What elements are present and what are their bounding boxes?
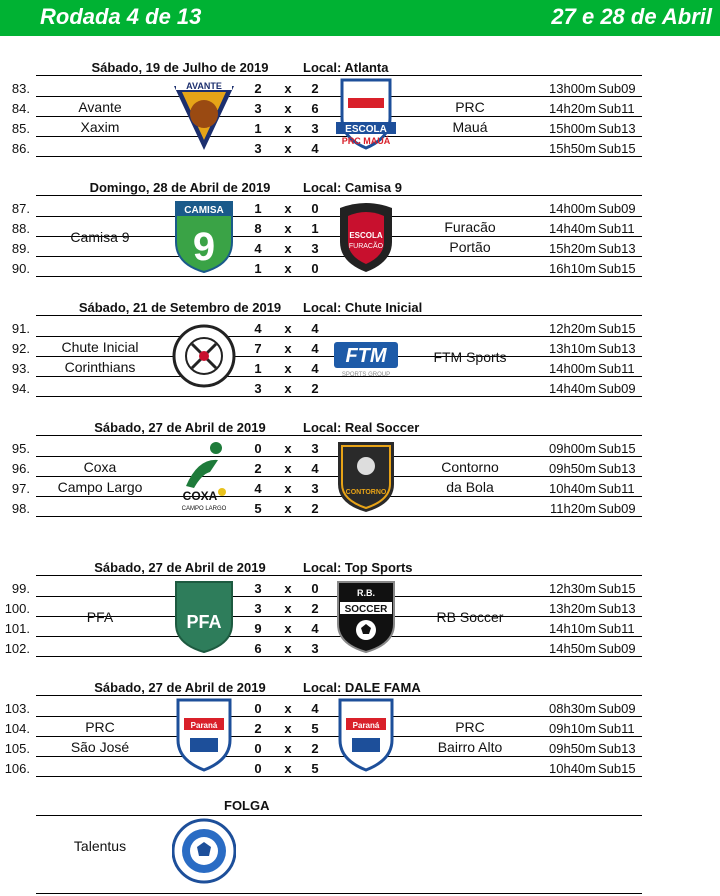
home-score: 5 [254,501,262,516]
match-location: Local: DALE FAMA [303,680,421,695]
away-score: 4 [311,461,319,476]
game-number: 103. [4,701,30,716]
home-team-line2: Corinthians [64,359,136,375]
svg-text:FTM: FTM [345,345,387,367]
home-team-line1: PFA [86,609,114,625]
home-score: 2 [254,721,262,736]
row-divider [36,396,642,397]
away-score: 2 [311,741,319,756]
versus-mark: x [284,701,292,716]
home-score: 9 [254,621,262,636]
away-team [410,217,530,257]
game-number: 100. [4,601,30,616]
game-category: Sub15 [598,761,636,776]
svg-text:SOCCER: SOCCER [344,604,388,615]
versus-mark: x [284,241,292,256]
game-number: 89. [11,241,30,256]
match-block [0,418,720,518]
versus-mark: x [284,741,292,756]
svg-text:ESCOLA: ESCOLA [345,124,387,135]
game-time: 13h00m [549,81,596,96]
game-category: Sub13 [598,341,636,356]
game-category: Sub15 [598,581,636,596]
round-dates: 27 e 28 de Abril [551,4,712,29]
game-number: 90. [11,261,30,276]
versus-mark: x [284,201,292,216]
versus-mark: x [284,141,292,156]
home-team-line1: Camisa 9 [70,229,130,245]
home-team [40,457,160,497]
match-block [0,298,720,398]
game-number: 98. [11,501,30,516]
game-number: 106. [4,761,30,776]
round-title: Rodada 4 de 13 [40,4,202,29]
folga-divider [36,815,642,816]
versus-mark: x [284,321,292,336]
home-score: 3 [254,101,262,116]
away-team-line1: PRC [455,99,485,115]
match-date: Sábado, 21 de Setembro de 2019 [78,300,282,315]
match-date: Sábado, 19 de Julho de 2019 [91,60,269,75]
header-divider [36,435,642,436]
away-score: 4 [311,321,319,336]
match-block [0,558,720,658]
away-team-line2: da Bola [446,479,494,495]
game-time: 14h10m [549,621,596,636]
game-time: 08h30m [549,701,596,716]
game-time: 13h10m [549,341,596,356]
game-number: 102. [4,641,30,656]
svg-text:PRC MAUÁ: PRC MAUÁ [341,136,391,146]
game-time: 10h40m [549,481,596,496]
match-location: Local: Top Sports [303,560,413,575]
header-divider [36,75,642,76]
away-score: 1 [311,221,319,236]
game-time: 09h10m [549,721,596,736]
game-category: Sub09 [598,201,636,216]
game-category: Sub09 [598,81,636,96]
game-time: 12h30m [549,581,596,596]
home-score: 2 [254,81,262,96]
away-score: 4 [311,621,319,636]
away-score: 4 [311,341,319,356]
home-score: 6 [254,641,262,656]
game-number: 94. [11,381,30,396]
home-score: 1 [254,261,262,276]
game-time: 14h50m [549,641,596,656]
versus-mark: x [284,221,292,236]
home-score: 4 [254,321,262,336]
game-time: 14h00m [549,201,596,216]
match-block [0,678,720,778]
away-score: 0 [311,581,319,596]
versus-mark: x [284,721,292,736]
away-team-line1: Furacão [444,219,496,235]
home-team-line1: Coxa [83,459,117,475]
away-team [410,347,530,367]
header-divider [36,315,642,316]
home-team-line1: Chute Inicial [61,339,139,355]
versus-mark: x [284,481,292,496]
game-time: 09h50m [549,741,596,756]
match-date: Domingo, 28 de Abril de 2019 [89,180,271,195]
away-score: 4 [311,361,319,376]
versus-mark: x [284,501,292,516]
row-divider [36,776,642,777]
home-team-line2: Xaxim [80,119,120,135]
home-team [40,607,160,627]
away-team-line2: Mauá [452,119,488,135]
game-number: 101. [4,621,30,636]
home-score: 0 [254,441,262,456]
match-location: Local: Atlanta [303,60,389,75]
svg-text:COXA: COXA [182,489,218,503]
game-category: Sub15 [598,261,636,276]
home-score: 2 [254,461,262,476]
game-time: 15h50m [549,141,596,156]
game-time: 16h10m [549,261,596,276]
home-score: 0 [254,761,262,776]
versus-mark: x [284,101,292,116]
home-team-line1: PRC [85,719,115,735]
game-time: 14h20m [549,101,596,116]
talentus-logo [172,818,236,894]
home-team-logo [172,698,236,774]
away-score: 2 [311,81,319,96]
away-team-logo [334,578,398,654]
away-team-logo [334,698,398,774]
match-block [0,178,720,278]
row-divider [36,156,642,157]
svg-text:ESCOLA: ESCOLA [349,231,383,240]
versus-mark: x [284,621,292,636]
svg-text:SPORTS GROUP: SPORTS GROUP [341,372,391,378]
game-number: 85. [11,121,30,136]
svg-text:FURACÃO: FURACÃO [348,243,384,250]
away-score: 3 [311,641,319,656]
svg-text:CAMISA: CAMISA [184,205,224,216]
home-score: 7 [254,341,262,356]
home-score: 8 [254,221,262,236]
game-category: Sub13 [598,241,636,256]
home-score: 3 [254,601,262,616]
home-team [40,717,160,757]
svg-text:Paraná: Paraná [352,721,380,730]
away-team [410,457,530,497]
home-score: 1 [254,121,262,136]
home-team-logo [172,438,236,514]
home-team-logo [172,318,236,394]
svg-text:Paraná: Paraná [190,721,218,730]
bottom-divider [36,893,642,894]
away-team-line2: Portão [449,239,491,255]
game-category: Sub13 [598,601,636,616]
home-score: 1 [254,201,262,216]
game-time: 14h40m [549,381,596,396]
game-category: Sub13 [598,461,636,476]
away-score: 2 [311,381,319,396]
versus-mark: x [284,381,292,396]
away-score: 5 [311,721,319,736]
game-category: Sub09 [598,501,636,516]
game-time: 12h20m [549,321,596,336]
game-number: 83. [11,81,30,96]
folga-title: FOLGA [224,798,270,813]
away-score: 4 [311,141,319,156]
versus-mark: x [284,761,292,776]
game-time: 14h00m [549,361,596,376]
svg-text:AVANTE: AVANTE [186,81,222,91]
away-team-line1: RB Soccer [436,609,504,625]
game-category: Sub11 [598,101,635,116]
home-team-logo [172,578,236,654]
match-date: Sábado, 27 de Abril de 2019 [94,560,266,575]
versus-mark: x [284,581,292,596]
home-team [40,227,160,247]
home-team-logo [172,198,236,274]
game-category: Sub15 [598,321,636,336]
versus-mark: x [284,601,292,616]
game-number: 86. [11,141,30,156]
away-team-line1: PRC [455,719,485,735]
game-number: 95. [11,441,30,456]
away-score: 4 [311,701,319,716]
game-number: 104. [4,721,30,736]
game-number: 87. [11,201,30,216]
away-score: 6 [311,101,319,116]
game-time: 14h40m [549,221,596,236]
home-team [40,337,160,377]
away-team-logo [334,318,398,394]
game-category: Sub11 [598,361,635,376]
away-score: 3 [311,241,319,256]
game-category: Sub11 [598,221,635,236]
home-team-line2: São José [70,739,130,755]
game-number: 88. [11,221,30,236]
away-team-line1: Contorno [441,459,499,475]
away-score: 3 [311,441,319,456]
versus-mark: x [284,121,292,136]
game-category: Sub13 [598,741,636,756]
home-score: 0 [254,701,262,716]
game-time: 09h00m [549,441,596,456]
game-number: 84. [11,101,30,116]
game-category: Sub09 [598,641,636,656]
home-team-line1: Avante [78,99,122,115]
game-number: 99. [11,581,30,596]
header-divider [36,195,642,196]
home-score: 3 [254,141,262,156]
row-divider [36,516,642,517]
away-score: 3 [311,121,319,136]
header-divider [36,575,642,576]
away-team-line1: FTM Sports [433,349,507,365]
versus-mark: x [284,361,292,376]
away-team [410,717,530,757]
versus-mark: x [284,341,292,356]
game-category: Sub15 [598,441,636,456]
game-time: 11h20m [549,501,596,516]
versus-mark: x [284,461,292,476]
away-team-line2: Bairro Alto [437,739,503,755]
home-team-logo [172,78,236,154]
game-time: 10h40m [549,761,596,776]
match-block [0,58,720,158]
versus-mark: x [284,261,292,276]
versus-mark: x [284,641,292,656]
game-time: 09h50m [549,461,596,476]
svg-text:CONTORNO: CONTORNO [345,489,387,496]
game-category: Sub13 [598,121,636,136]
svg-text:9: 9 [192,225,216,269]
match-location: Local: Camisa 9 [303,180,402,195]
home-score: 4 [254,241,262,256]
away-team [410,97,530,137]
away-score: 5 [311,761,319,776]
away-score: 2 [311,601,319,616]
versus-mark: x [284,81,292,96]
game-time: 13h20m [549,601,596,616]
svg-text:CAMPO LARGO: CAMPO LARGO [181,506,227,512]
header-banner [0,0,720,39]
match-date: Sábado, 27 de Abril de 2019 [94,420,266,435]
game-category: Sub15 [598,141,636,156]
away-team [410,607,530,627]
row-divider [36,656,642,657]
match-location: Local: Real Soccer [303,420,420,435]
home-score: 3 [254,581,262,596]
game-number: 97. [11,481,30,496]
away-team-logo [334,438,398,514]
svg-text:PFA: PFA [186,612,222,632]
game-category: Sub09 [598,381,636,396]
match-date: Sábado, 27 de Abril de 2019 [94,680,266,695]
away-score: 3 [311,481,319,496]
game-category: Sub11 [598,621,635,636]
game-number: 96. [11,461,30,476]
home-team-line2: Campo Largo [57,479,143,495]
away-score: 0 [311,261,319,276]
folga-team: Talentus [73,838,127,854]
game-number: 92. [11,341,30,356]
row-divider [36,276,642,277]
home-team [40,97,160,137]
away-score: 0 [311,201,319,216]
home-score: 1 [254,361,262,376]
away-score: 2 [311,501,319,516]
match-location: Local: Chute Inicial [303,300,423,315]
svg-text:R.B.: R.B. [357,588,375,598]
game-number: 93. [11,361,30,376]
game-category: Sub09 [598,701,636,716]
game-number: 105. [4,741,30,756]
game-category: Sub11 [598,481,635,496]
home-score: 0 [254,741,262,756]
header-divider [36,695,642,696]
home-score: 4 [254,481,262,496]
versus-mark: x [284,441,292,456]
game-category: Sub11 [598,721,635,736]
away-team-logo [334,198,398,274]
game-number: 91. [11,321,30,336]
game-time: 15h00m [549,121,596,136]
game-time: 15h20m [549,241,596,256]
away-team-logo [334,78,398,154]
home-score: 3 [254,381,262,396]
